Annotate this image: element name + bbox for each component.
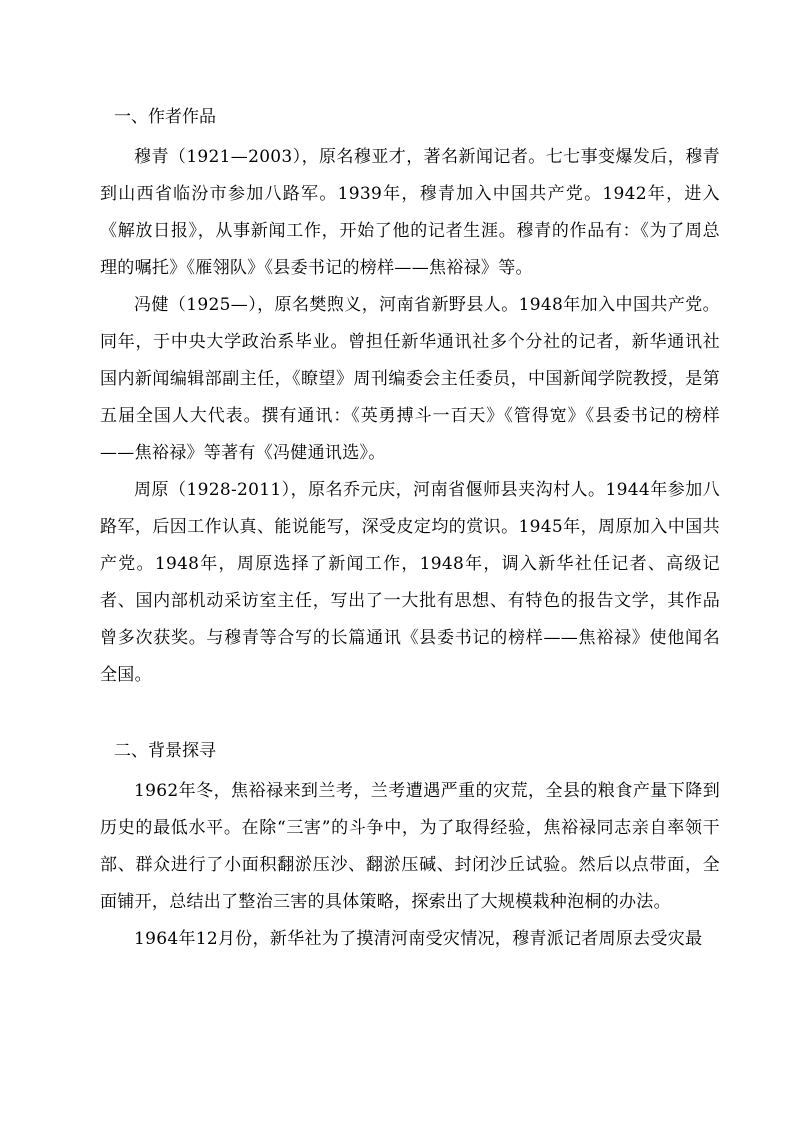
paragraph-xinhua-1964: 1964年12月份，新华社为了摸清河南受灾情况，穆青派记者周原去受灾最 [134,929,703,949]
paragraph-feng-jian: 冯健（1925—），原名樊煦义，河南省新野县人。1948年加入中国共产党。同年，于中央大学政治系毕业。曾担任新华通讯社多个分社的记者，新华通讯社国内新闻编辑部副主任，《瞭望》周刊编委会主任委员，中国新闻学院教授，是第五届全国人大代表。撰有通讯：《英勇搏斗一百天》《管得宽》《县委书记的榜样——焦裕禄》等著有《冯健通讯选》。 [100,295,720,463]
paragraph-mu-qing: 穆青（1921—2003），原名穆亚才，著名新闻记者。七七事变爆发后，穆青到山西省临汾市参加八路军。1939年，穆青加入中国共产党。1942年，进入《解放日报》，从事新闻工作，开始了他的记者生涯。穆青的作品有：《为了周总理的嘱托》《雁翎队》《县委书记的榜样——焦裕禄》等。 [100,147,720,278]
section-background [100,734,720,958]
paragraph-lankao-1962: 1962年冬，焦裕禄来到兰考，兰考遭遇严重的灾荒，全县的粮食产量下降到历史的最低水平。在除“三害”的斗争中，为了取得经验，焦裕禄同志亲自率领干部、群众进行了小面积翻淤压沙、翻淤压碱、封闭沙丘试验。然后以点带面，全面铺开，总结出了整治三害的具体策略，探索出了大规模栽种泡桐的办法。 [100,781,720,912]
section-heading: 二、背景探寻 [114,741,216,761]
paragraph-zhou-yuan: 周原（1928-2011），原名乔元庆，河南省偃师县夹沟村人。1944年参加八路军，后因工作认真、能说能写，深受皮定均的赏识。1945年，周原加入中国共产党。1948年，周原选择了新闻工作，1948年，调入新华社任记者、高级记者、国内部机动采访室主任，写出了一大批有思想、有特色的报告文学，其作品曾多次获奖。与穆青等合写的长篇通讯《县委书记的榜样——焦裕禄》使他闻名全国。 [100,480,720,685]
section-heading: 一、作者作品 [114,107,216,127]
document-body [100,100,720,958]
section-author-works [100,100,720,694]
